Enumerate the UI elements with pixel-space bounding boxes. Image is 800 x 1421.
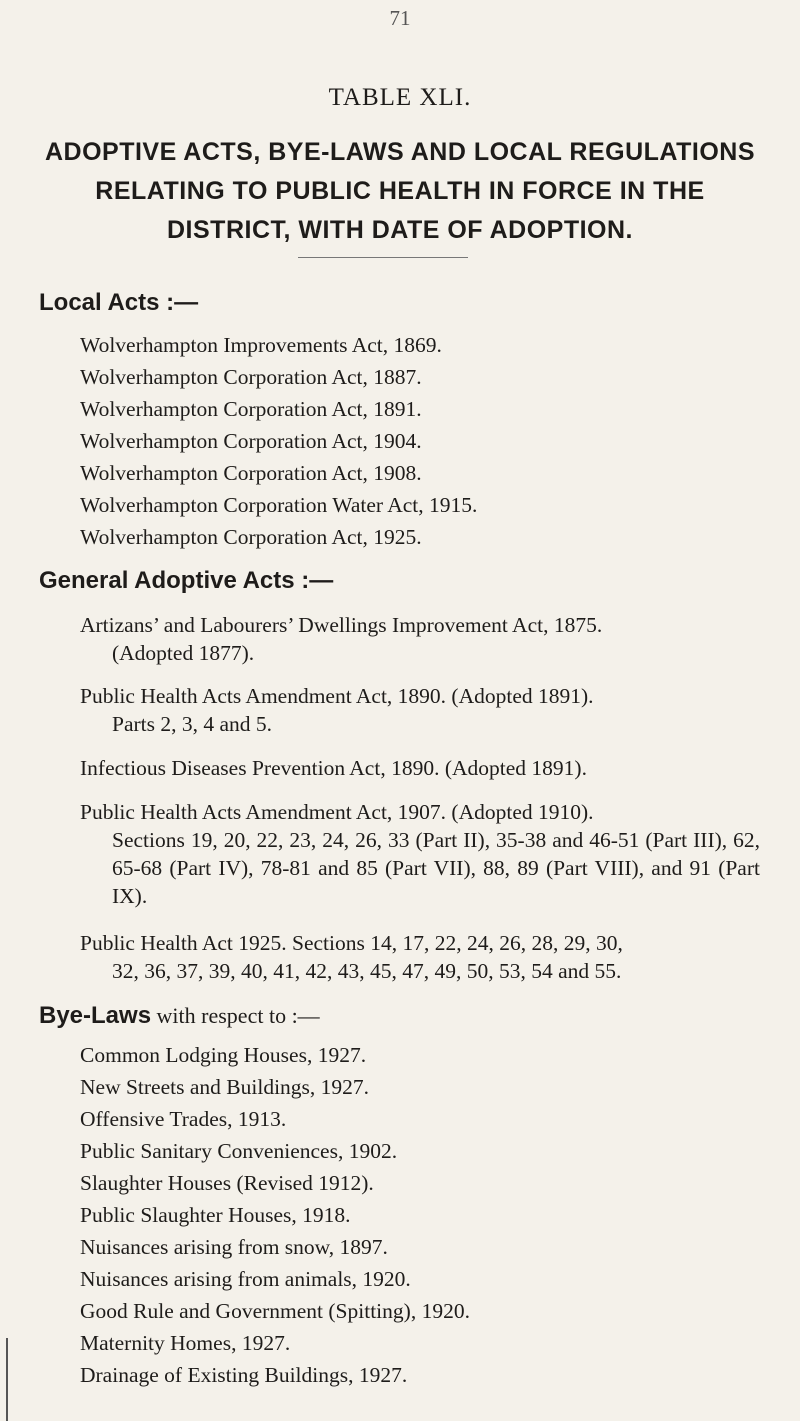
heading-line-3: DISTRICT, WITH DATE OF ADOPTION. <box>167 216 633 244</box>
general-act-entry <box>80 798 760 910</box>
general-act-continuation: 32, 36, 37, 39, 40, 41, 42, 43, 45, 47, 49, 50, 53, 54 and 55. <box>112 959 622 983</box>
bye-law-item: Public Sanitary Conveniences, 1902. <box>80 1139 398 1163</box>
general-adoptive-acts-label: General Adoptive Acts :— <box>39 567 334 594</box>
general-act-first-line: Infectious Diseases Prevention Act, 1890. (Adopted 1891). <box>80 756 587 780</box>
general-act-entry <box>80 929 760 985</box>
bye-law-item: Offensive Trades, 1913. <box>80 1107 287 1131</box>
general-act-continuation: Sections 19, 20, 22, 23, 24, 26, 33 (Part II), 35-38 and 46-51 (Part III), 62, 65-68 (Part IV), 78-81 and 85 (Part VII), 88, 89 (Part VIII), and 91 (Part IX). <box>112 828 760 908</box>
general-act-first-line: Public Health Act 1925. Sections 14, 17, 22, 24, 26, 28, 29, 30, <box>80 931 623 955</box>
local-act-item: Wolverhampton Corporation Act, 1904. <box>80 429 422 453</box>
general-act-entry <box>80 754 760 782</box>
heading-line-2: RELATING TO PUBLIC HEALTH IN FORCE IN THE <box>95 177 705 205</box>
bye-law-item: Slaughter Houses (Revised 1912). <box>80 1171 374 1195</box>
bye-law-item: Common Lodging Houses, 1927. <box>80 1043 367 1067</box>
bye-laws-label-bold: Bye-Laws <box>39 1002 152 1029</box>
bye-law-item: New Streets and Buildings, 1927. <box>80 1075 370 1099</box>
general-act-first-line: Public Health Acts Amendment Act, 1890. (Adopted 1891). <box>80 684 594 708</box>
local-act-item: Wolverhampton Improvements Act, 1869. <box>80 333 442 357</box>
bye-law-item: Nuisances arising from animals, 1920. <box>80 1267 411 1291</box>
local-act-item: Wolverhampton Corporation Act, 1925. <box>80 525 422 549</box>
heading-line-1: ADOPTIVE ACTS, BYE-LAWS AND LOCAL REGULATIONS <box>44 138 755 166</box>
table-title: TABLE XLI. <box>328 84 472 111</box>
general-act-first-line: Public Health Acts Amendment Act, 1907. (Adopted 1910). <box>80 800 594 824</box>
page-number: 71 <box>389 6 411 30</box>
bye-law-item: Good Rule and Government (Spitting), 1920. <box>80 1299 470 1323</box>
local-act-item: Wolverhampton Corporation Water Act, 1915. <box>80 493 478 517</box>
page-edge-mark <box>6 1338 8 1421</box>
general-act-first-line: Artizans’ and Labourers’ Dwellings Improvement Act, 1875. <box>80 613 603 637</box>
local-act-item: Wolverhampton Corporation Act, 1891. <box>80 397 422 421</box>
bye-laws-label-rest: with respect to :— <box>151 1003 320 1028</box>
bye-law-item: Maternity Homes, 1927. <box>80 1331 291 1355</box>
bye-law-item: Drainage of Existing Buildings, 1927. <box>80 1363 408 1387</box>
bye-laws-label <box>39 1002 320 1030</box>
local-act-item: Wolverhampton Corporation Act, 1908. <box>80 461 422 485</box>
local-act-item: Wolverhampton Corporation Act, 1887. <box>80 365 422 389</box>
general-act-entry <box>80 611 760 667</box>
local-acts-label: Local Acts :— <box>39 289 199 316</box>
document-heading <box>40 133 760 250</box>
general-act-entry <box>80 682 760 738</box>
bye-law-item: Public Slaughter Houses, 1918. <box>80 1203 351 1227</box>
general-act-continuation: Parts 2, 3, 4 and 5. <box>112 712 273 736</box>
divider-rule <box>298 257 468 258</box>
general-act-continuation: (Adopted 1877). <box>112 641 255 665</box>
bye-law-item: Nuisances arising from snow, 1897. <box>80 1235 388 1259</box>
